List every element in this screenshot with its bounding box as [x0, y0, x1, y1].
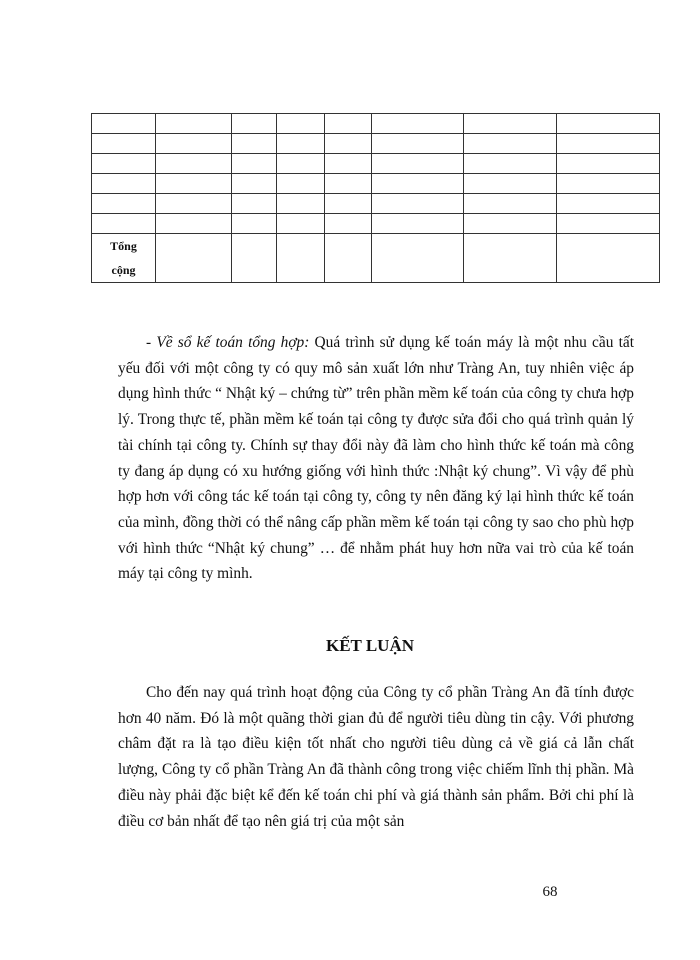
- table-cell: [92, 154, 156, 174]
- table-cell: [156, 154, 232, 174]
- table-cell: [156, 234, 232, 283]
- table-cell: [464, 174, 557, 194]
- table-row: [92, 194, 660, 214]
- table-cell: [232, 154, 277, 174]
- table-cell: [156, 174, 232, 194]
- table-cell: [232, 214, 277, 234]
- table-cell: [325, 154, 372, 174]
- page-number: 68: [542, 884, 558, 900]
- table-cell: [372, 234, 464, 283]
- table-cell: [92, 194, 156, 214]
- table-row: [92, 174, 660, 194]
- table-cell: [92, 134, 156, 154]
- table-cell: [277, 194, 325, 214]
- table-cell: [557, 114, 660, 134]
- table-cell: [464, 114, 557, 134]
- table-cell: [557, 154, 660, 174]
- table-cell: [557, 134, 660, 154]
- table-cell: [325, 134, 372, 154]
- table-cell: [232, 114, 277, 134]
- table-cell: [232, 134, 277, 154]
- section-lead: - Về sổ kế toán tổng hợp:: [146, 334, 310, 351]
- section-text: Quá trình sử dụng kế toán máy là một nhu cầu tất yếu đối với một công ty có quy mô sản xuất lớn như Tràng An, tuy nhiên việc áp dụng hình thức “ Nhật ký – chứng từ” trên phần mềm kế toán của công ty chưa hợp lý. Trong thực tế, phần mềm kế toán tại công ty được sửa đổi cho quá trình quản lý tài chính tại công ty. Chính sự thay đổi này đã làm cho hình thức kế toán mà công ty đang áp dụng có xu hướng giống với hình thức :Nhật ký chung”. Vì vậy để phù hợp hơn với công tác kế toán tại công ty, công ty nên đăng ký lại hình thức kế toán của mình, đồng thời có thể nâng cấp phần mềm kế toán tại công ty sao cho phù hợp với hình thức “Nhật ký chung” … để nhằm phát huy hơn nữa vai trò của kế toán máy tại công ty mình.: [118, 334, 634, 583]
- table-cell: [232, 174, 277, 194]
- total-label: Tổng cộng: [92, 234, 156, 283]
- table-cell: [372, 134, 464, 154]
- table-cell: [92, 214, 156, 234]
- table-cell: [277, 134, 325, 154]
- table-cell: [372, 154, 464, 174]
- table-cell: [557, 214, 660, 234]
- table-cell: [92, 174, 156, 194]
- table-cell: [325, 234, 372, 283]
- ledger-table: [91, 113, 660, 283]
- table-cell: [557, 174, 660, 194]
- table-cell: [277, 174, 325, 194]
- table-cell: [92, 114, 156, 134]
- table-cell: [156, 134, 232, 154]
- table-cell: [372, 114, 464, 134]
- table-cell: [464, 194, 557, 214]
- table-cell: [277, 234, 325, 283]
- table-cell: [232, 234, 277, 283]
- table-row: [92, 114, 660, 134]
- table-cell: [464, 154, 557, 174]
- table-cell: [156, 214, 232, 234]
- table-cell: [325, 114, 372, 134]
- table-row: [92, 154, 660, 174]
- table-row: [92, 134, 660, 154]
- table-cell: [464, 214, 557, 234]
- table-cell: [232, 194, 277, 214]
- table-cell: [557, 234, 660, 283]
- table-cell: [325, 194, 372, 214]
- table-cell: [372, 214, 464, 234]
- table-cell: [372, 194, 464, 214]
- table-cell: [464, 234, 557, 283]
- conclusion-paragraph: Cho đến nay quá trình hoạt động của Công ty cổ phần Tràng An đã tính được hơn 40 năm. Đó là một quãng thời gian đủ để người tiêu dùng tin cậy. Với phương châm đặt ra là tạo điều kiện tốt nhất cho người tiêu dùng cả về giá cả lẫn chất lượng, Công ty cổ phần Tràng An đã thành công trong việc chiếm lĩnh thị phần. Mà điều này phải đặc biệt kể đến kế toán chi phí và giá thành sản phẩm. Bởi chi phí là điều cơ bản nhất để tạo nên giá trị của một sản: [118, 684, 634, 830]
- table-cell: [325, 174, 372, 194]
- table-cell: [372, 174, 464, 194]
- table-cell: [557, 194, 660, 214]
- table-total-row: [92, 234, 660, 283]
- table-cell: [156, 114, 232, 134]
- table-cell: [464, 134, 557, 154]
- conclusion-heading: KẾT LUẬN: [325, 636, 414, 655]
- table-row: [92, 214, 660, 234]
- section-paragraph: [118, 330, 634, 587]
- table-cell: [156, 194, 232, 214]
- table-cell: [277, 214, 325, 234]
- table-cell: [277, 154, 325, 174]
- table-cell: [325, 214, 372, 234]
- ledger-table-container: [91, 113, 660, 283]
- table-cell: [277, 114, 325, 134]
